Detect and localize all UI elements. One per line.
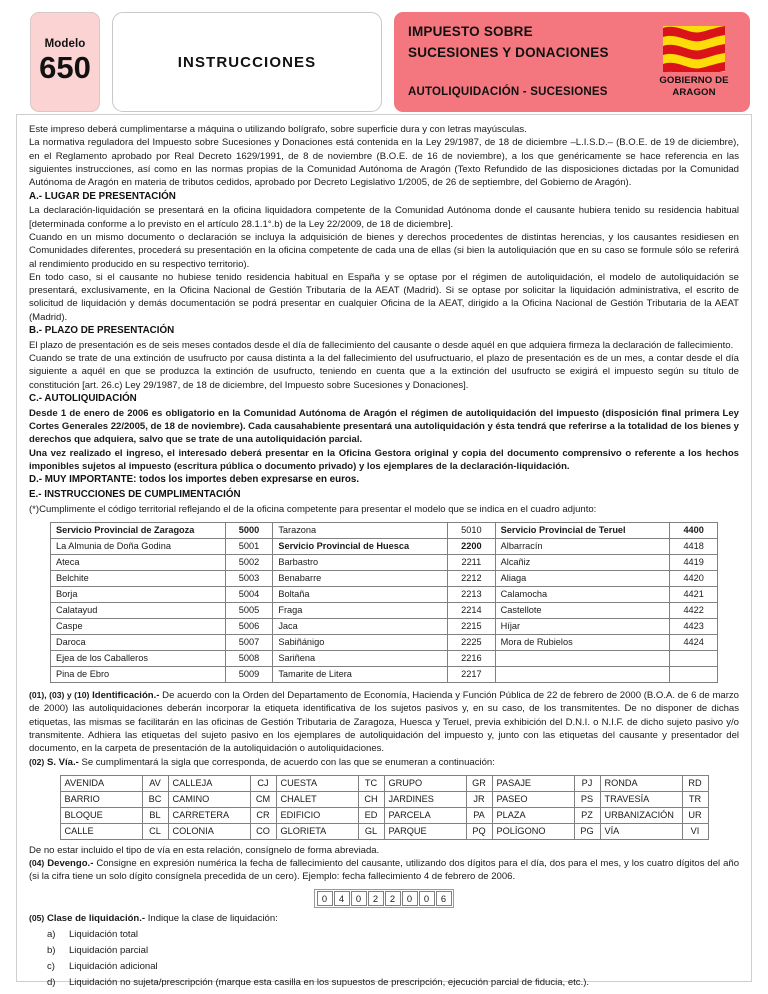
via-abbrev-cell: CH bbox=[358, 791, 384, 807]
via-abbrev-cell: PZ bbox=[574, 807, 600, 823]
item-identificacion bbox=[29, 689, 739, 756]
via-name-cell: CARRETERA bbox=[168, 807, 250, 823]
office-code-cell: 2212 bbox=[448, 570, 496, 586]
date-digit-box: 0 bbox=[402, 891, 418, 906]
instructions-panel bbox=[16, 114, 752, 989]
item-identificacion-number: (01), (03) y (10) bbox=[29, 689, 90, 700]
via-name-cell: TRAVESÍA bbox=[600, 791, 682, 807]
office-name-cell bbox=[495, 650, 670, 666]
government-logo-block bbox=[648, 22, 740, 102]
office-name-cell: Tamarite de Litera bbox=[273, 666, 448, 682]
via-abbrev-cell: VI bbox=[682, 823, 708, 839]
via-abbrev-cell: ED bbox=[358, 807, 384, 823]
banner-title-line2: SUCESIONES Y DONACIONES bbox=[408, 44, 609, 60]
office-name-cell: Jaca bbox=[273, 618, 448, 634]
via-name-cell: URBANIZACIÓN bbox=[600, 807, 682, 823]
table-row bbox=[60, 807, 708, 823]
office-name-cell: Servicio Provincial de Zaragoza bbox=[51, 522, 226, 538]
office-code-cell: 5007 bbox=[225, 634, 273, 650]
option-letter: d) bbox=[47, 977, 56, 989]
via-abbrev-cell: PQ bbox=[466, 823, 492, 839]
office-name-cell: Servicio Provincial de Huesca bbox=[273, 538, 448, 554]
item-clase-number: (05) bbox=[29, 912, 45, 923]
via-name-cell: COLONIA bbox=[168, 823, 250, 839]
option-letter: c) bbox=[47, 961, 55, 973]
office-code-cell: 4422 bbox=[670, 602, 718, 618]
banner-subtitle: AUTOLIQUIDACIÓN - SUCESIONES bbox=[408, 86, 608, 98]
item-svia bbox=[29, 756, 739, 769]
via-abbrev-cell: PJ bbox=[574, 775, 600, 791]
section-d-text: todos los importes deben expresarse en euros. bbox=[136, 474, 360, 486]
date-example-boxes bbox=[314, 889, 454, 908]
office-code-cell: 2225 bbox=[448, 634, 496, 650]
intro-paragraph-2: La normativa reguladora del Impuesto sobre Sucesiones y Donaciones está contenida en la Ley 29/1987, de 18 de diciembre –L.I.S.D.– (B.O.E. de 19 de diciembre), en el Reglamento aprobado por Real Decreto 1629/1991, de 8 de noviembre (B.O.E. de 16 de noviembre), a los que genéricamente se hace referencia en las siguientes instrucciones, así como en las normas propias de la Comunidad Autónoma de Aragón (Texto Refundido de las disposiciones dictadas por la Comunidad Autónoma de Aragón en materia de tributos cedidos, aprobado por Decreto Legislativo 1/2005, de 26 de septiembre, del Gobierno de Aragón). bbox=[29, 137, 739, 189]
via-name-cell: PARQUE bbox=[384, 823, 466, 839]
section-b-paragraph-2: Cuando se trate de una extinción de usufructo por causa distinta a la del fallecimiento del usufructuario, el plazo de presentación es de un mes, a contar desde el día siguiente a aquél en que se produzca la extinción de usufructo, teniendo en cuenta que a la extinción del usufructo se exigirá el impuesto según su título de constitución [art. 26.c) Ley 29/1987, de 18 de diciembre, del Impuesto sobre Sucesiones y Donaciones]. bbox=[29, 353, 739, 391]
via-name-cell: CALLE bbox=[60, 823, 142, 839]
section-a-paragraph-1: La declaración-liquidación se presentará en la oficina liquidadora competente de la Comunidad Autónoma donde el causante hubiera tenido su residencia habitual [determinada conforme a lo previsto en el artículo 28.1.1°.b) de la Ley 22/2009, de 18 de diciembre]. bbox=[29, 205, 739, 230]
item-devengo-text: Consigne en expresión numérica la fecha de fallecimiento del causante, utilizando dos dígitos para el día, dos para el mes, y los cuatro dígitos del año (si la cifra tiene un solo dígito consígnela precedida de un cero). Ejemplo: fecha fallecimiento 4 de febrero de 2006. bbox=[29, 858, 739, 883]
item-identificacion-label: Identificación.- bbox=[92, 689, 160, 701]
via-abbrev-cell: AV bbox=[142, 775, 168, 791]
via-abbrev-cell: TR bbox=[682, 791, 708, 807]
office-name-cell: Híjar bbox=[495, 618, 670, 634]
date-digit-box: 0 bbox=[351, 891, 367, 906]
table-row bbox=[51, 618, 718, 634]
via-note: De no estar incluido el tipo de vía en esta relación, consígnelo de forma abreviada. bbox=[29, 844, 380, 856]
option-letter: a) bbox=[47, 929, 56, 941]
street-type-abbreviations-table bbox=[60, 775, 709, 840]
office-name-cell: Mora de Rubielos bbox=[495, 634, 670, 650]
table-row bbox=[51, 634, 718, 650]
via-name-cell: PASAJE bbox=[492, 775, 574, 791]
section-c-paragraph-1: Desde 1 de enero de 2006 es obligatorio en la Comunidad Autónoma de Aragón el régimen de autoliquidación del impuesto (disposición final primera Ley Cortes Generales 22/2005, de 18 de noviembre). Cada causahabiente presentará una autoliquidación y ésta tendrá que referirse a la totalidad de los bienes y derechos que adquiera, salvo que se trate de una autoliquidación parcial. bbox=[29, 407, 739, 446]
via-name-cell: PASEO bbox=[492, 791, 574, 807]
office-code-cell: 2211 bbox=[448, 554, 496, 570]
office-code-cell bbox=[670, 650, 718, 666]
via-name-cell: POLÍGONO bbox=[492, 823, 574, 839]
table-row bbox=[51, 538, 718, 554]
date-example-row bbox=[29, 889, 739, 908]
office-name-cell: Alcañiz bbox=[495, 554, 670, 570]
item-clase-label: Clase de liquidación.- bbox=[46, 912, 146, 924]
office-code-cell: 2216 bbox=[448, 650, 496, 666]
intro-paragraph-1: Este impreso deberá cumplimentarse a máquina o utilizando bolígrafo, sobre superficie dura y con letras mayúsculas. bbox=[29, 124, 527, 135]
section-b-paragraph-1: El plazo de presentación es de seis meses contados desde el día de fallecimiento del causante o desde aquél en que adquiera firmeza la declaración de fallecimiento. bbox=[29, 339, 734, 351]
section-a-heading: A.- LUGAR DE PRESENTACIÓN bbox=[29, 190, 176, 202]
office-name-cell: Sariñena bbox=[273, 650, 448, 666]
office-code-cell: 4418 bbox=[670, 538, 718, 554]
date-digit-box: 2 bbox=[368, 891, 384, 906]
tax-banner bbox=[394, 12, 750, 112]
item-devengo bbox=[29, 857, 739, 884]
table-row bbox=[51, 666, 718, 682]
office-code-cell: 2215 bbox=[448, 618, 496, 634]
office-name-cell: Caspe bbox=[51, 618, 226, 634]
office-code-cell bbox=[670, 666, 718, 682]
via-name-cell: EDIFICIO bbox=[276, 807, 358, 823]
table-row bbox=[51, 522, 718, 538]
via-abbrev-cell: GL bbox=[358, 823, 384, 839]
item-identificacion-text: De acuerdo con la Orden del Departamento de Economía, Hacienda y Función Pública de 22 de febrero de 2000 (B.O.A. de 6 de marzo de 2000) las autoliquidaciones deberán incorporar la etiqueta identificativa de los sujetos pasivos y, en su caso, de los transmitentes. De no disponer de dichas etiquetas, las mismas se facilitarán en las oficinas de Gestión Tributaria de Zaragoza, Huesca y Teruel, previa exhibición del D.N.I. o N.I.F. de dicho sujeto pasivo y/o transmitente. Adhiera las etiquetas del sujeto pasivo en los ejemplares de autoliquidación del impuesto y, junto con las etiquetas del causante y presentador del documento, en la carpeta de presentación de la autoliquidación o autoliquidaciones. bbox=[29, 689, 739, 755]
option-text: Liquidación total bbox=[69, 929, 139, 941]
office-name-cell: Castellote bbox=[495, 602, 670, 618]
office-name-cell: Boltaña bbox=[273, 586, 448, 602]
section-c-paragraph-2: Una vez realizado el ingreso, el interesado deberá presentar en la Oficina Gestora original y copia del documento comprensivo o referente a los hechos imponibles sujetos al impuesto (escritura pública o documento privado) y los ejemplares de la declaración-liquidación. bbox=[29, 447, 739, 472]
office-code-cell: 4419 bbox=[670, 554, 718, 570]
office-code-cell: 4424 bbox=[670, 634, 718, 650]
option-text: Liquidación parcial bbox=[69, 945, 149, 957]
section-a-paragraph-3: En todo caso, si el causante no hubiese tenido residencia habitual en España y se optase por el régimen de autoliquidación, el modelo de autoliquidación se presentará, exclusivamente, en la Oficina Nacional de Gestión Tributaria de la AEAT (Madrid). Si se optase por solicitar la liquidación administrativa, el escrito de solicitud de liquidación y demás documentación se podrá presentar en cualquier Oficina de la AEAT, dirigido a la Oficina Nacional de Gestión Tributaria de la AEAT (Madrid). bbox=[29, 271, 739, 323]
via-name-cell: PARCELA bbox=[384, 807, 466, 823]
via-name-cell: JARDINES bbox=[384, 791, 466, 807]
via-abbrev-cell: BC bbox=[142, 791, 168, 807]
via-name-cell: VÍA bbox=[600, 823, 682, 839]
table-row bbox=[60, 775, 708, 791]
office-code-cell: 4420 bbox=[670, 570, 718, 586]
gov-line-2: ARAGON bbox=[672, 86, 716, 98]
item-clase-liquidacion bbox=[29, 912, 739, 925]
via-table-body bbox=[60, 775, 708, 839]
via-name-cell: GRUPO bbox=[384, 775, 466, 791]
office-name-cell bbox=[495, 666, 670, 682]
office-code-cell: 5004 bbox=[225, 586, 273, 602]
office-name-cell: Calamocha bbox=[495, 586, 670, 602]
item-svia-number: (02) bbox=[29, 756, 45, 767]
option-letter: b) bbox=[47, 945, 56, 957]
office-code-cell: 4400 bbox=[670, 522, 718, 538]
office-name-cell: Ateca bbox=[51, 554, 226, 570]
via-abbrev-cell: PA bbox=[466, 807, 492, 823]
via-abbrev-cell: JR bbox=[466, 791, 492, 807]
section-b-heading: B.- PLAZO DE PRESENTACIÓN bbox=[29, 325, 175, 337]
office-name-cell: Ejea de los Caballeros bbox=[51, 650, 226, 666]
office-name-cell: Borja bbox=[51, 586, 226, 602]
banner-text-group bbox=[408, 22, 648, 102]
office-code-cell: 5002 bbox=[225, 554, 273, 570]
section-d-label: D.- MUY IMPORTANTE: bbox=[29, 474, 137, 486]
office-code-cell: 4423 bbox=[670, 618, 718, 634]
date-digit-box: 4 bbox=[334, 891, 350, 906]
item-svia-text: Se cumplimentará la sigla que corresponda, de acuerdo con las que se enumeran a continuación: bbox=[78, 756, 495, 768]
liquidacion-options-list bbox=[29, 927, 739, 991]
office-code-cell: 5008 bbox=[225, 650, 273, 666]
date-digit-box: 6 bbox=[436, 891, 452, 906]
section-c-heading: C.- AUTOLIQUIDACIÓN bbox=[29, 393, 137, 404]
aragon-flag-icon bbox=[663, 26, 725, 72]
via-name-cell: CALLEJA bbox=[168, 775, 250, 791]
via-abbrev-cell: PS bbox=[574, 791, 600, 807]
instructions-title: INSTRUCCIONES bbox=[177, 53, 317, 71]
item-clase-text: Indique la clase de liquidación: bbox=[145, 912, 278, 924]
office-name-cell: Servicio Provincial de Teruel bbox=[495, 522, 670, 538]
via-abbrev-cell: BL bbox=[142, 807, 168, 823]
option-text: Liquidación no sujeta/prescripción (marque esta casilla en los supuestos de prescripción, ejecución parcial de fiducia, etc.). bbox=[69, 977, 590, 989]
modelo-label: Modelo bbox=[44, 37, 86, 50]
office-name-cell: Barbastro bbox=[273, 554, 448, 570]
via-name-cell: GLORIETA bbox=[276, 823, 358, 839]
via-abbrev-cell: CO bbox=[250, 823, 276, 839]
office-name-cell: Albarracín bbox=[495, 538, 670, 554]
offices-code-table bbox=[50, 522, 718, 683]
via-name-cell: CHALET bbox=[276, 791, 358, 807]
office-name-cell: Pina de Ebro bbox=[51, 666, 226, 682]
office-code-cell: 5005 bbox=[225, 602, 273, 618]
office-name-cell: Daroca bbox=[51, 634, 226, 650]
government-name bbox=[659, 75, 728, 98]
table-row bbox=[51, 586, 718, 602]
via-name-cell: CAMINO bbox=[168, 791, 250, 807]
via-abbrev-cell: UR bbox=[682, 807, 708, 823]
office-name-cell: Aliaga bbox=[495, 570, 670, 586]
banner-title-line1: IMPUESTO SOBRE bbox=[408, 24, 533, 39]
table-row bbox=[51, 602, 718, 618]
via-abbrev-cell: PG bbox=[574, 823, 600, 839]
office-code-cell: 2200 bbox=[448, 538, 496, 554]
gov-line-1: GOBIERNO DE bbox=[659, 74, 729, 86]
modelo-number: 650 bbox=[39, 49, 91, 85]
section-e-intro: (*)Cumplimente el código territorial reflejando el de la oficina competente para presentar el modelo que se indica en el cuadro adjunto: bbox=[29, 503, 597, 515]
office-name-cell: Tarazona bbox=[273, 522, 448, 538]
via-name-cell: RONDA bbox=[600, 775, 682, 791]
instructions-box bbox=[112, 12, 382, 112]
date-digit-box: 0 bbox=[317, 891, 333, 906]
via-name-cell: BARRIO bbox=[60, 791, 142, 807]
list-item bbox=[47, 927, 739, 943]
office-code-cell: 2213 bbox=[448, 586, 496, 602]
modelo-box bbox=[30, 12, 100, 112]
via-name-cell: BLOQUE bbox=[60, 807, 142, 823]
list-item bbox=[47, 975, 739, 991]
via-name-cell: AVENIDA bbox=[60, 775, 142, 791]
office-code-cell: 4421 bbox=[670, 586, 718, 602]
office-name-cell: Calatayud bbox=[51, 602, 226, 618]
date-digit-box: 0 bbox=[419, 891, 435, 906]
option-text: Liquidación adicional bbox=[69, 961, 158, 973]
office-code-cell: 5000 bbox=[225, 522, 273, 538]
via-name-cell: PLAZA bbox=[492, 807, 574, 823]
via-name-cell: CUESTA bbox=[276, 775, 358, 791]
via-abbrev-cell: TC bbox=[358, 775, 384, 791]
table-row bbox=[60, 823, 708, 839]
date-digit-box: 2 bbox=[385, 891, 401, 906]
via-abbrev-cell: CL bbox=[142, 823, 168, 839]
office-code-cell: 2214 bbox=[448, 602, 496, 618]
offices-table-body bbox=[51, 522, 718, 682]
via-abbrev-cell: CM bbox=[250, 791, 276, 807]
section-d-heading bbox=[29, 473, 739, 488]
office-name-cell: Sabiñánigo bbox=[273, 634, 448, 650]
office-code-cell: 5001 bbox=[225, 538, 273, 554]
office-code-cell: 5010 bbox=[448, 522, 496, 538]
via-abbrev-cell: RD bbox=[682, 775, 708, 791]
office-name-cell: Belchite bbox=[51, 570, 226, 586]
list-item bbox=[47, 943, 739, 959]
section-a-paragraph-2: Cuando en un mismo documento o declaración se incluya la adquisición de bienes y derechos procedentes de distintas herencias, y los causantes residiesen en Comunidades diferentes, procederá su presentación en la oficina competente de cada una de ellas (si bien la autoliquiación que en su caso se formule sólo se referirá al rendimiento producido en su respectivo territorio). bbox=[29, 231, 739, 270]
office-code-cell: 5009 bbox=[225, 666, 273, 682]
list-item bbox=[47, 959, 739, 975]
via-abbrev-cell: CR bbox=[250, 807, 276, 823]
table-row bbox=[51, 650, 718, 666]
item-svia-label: S. Vía.- bbox=[46, 756, 79, 768]
office-code-cell: 5003 bbox=[225, 570, 273, 586]
office-name-cell: Fraga bbox=[273, 602, 448, 618]
page-header bbox=[0, 0, 768, 112]
office-code-cell: 2217 bbox=[448, 666, 496, 682]
item-devengo-label: Devengo.- bbox=[47, 858, 94, 870]
table-row bbox=[51, 570, 718, 586]
office-name-cell: La Almunia de Doña Godina bbox=[51, 538, 226, 554]
office-name-cell: Benabarre bbox=[273, 570, 448, 586]
section-e-heading: E.- INSTRUCCIONES DE CUMPLIMENTACIÓN bbox=[29, 488, 241, 500]
table-row bbox=[60, 791, 708, 807]
via-abbrev-cell: CJ bbox=[250, 775, 276, 791]
table-row bbox=[51, 554, 718, 570]
via-abbrev-cell: GR bbox=[466, 775, 492, 791]
item-devengo-number: (04) bbox=[29, 858, 45, 869]
office-code-cell: 5006 bbox=[225, 618, 273, 634]
